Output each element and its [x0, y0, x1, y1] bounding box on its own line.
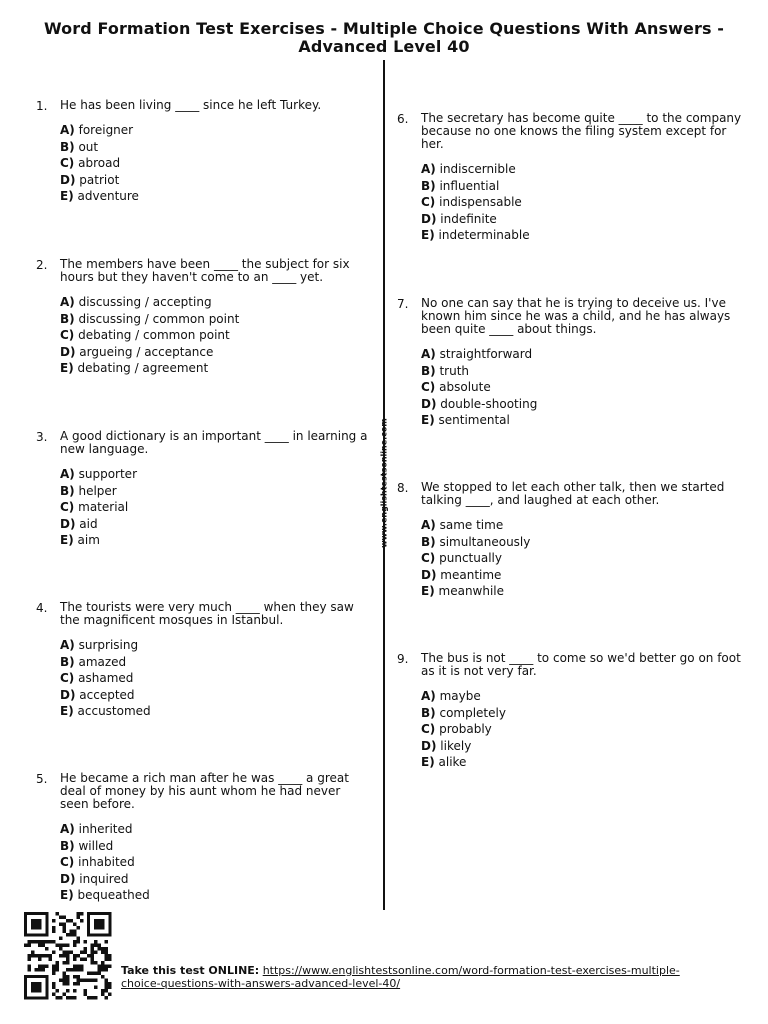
question-5	[36, 772, 372, 904]
option-text: aid	[79, 516, 98, 531]
option-letter: D)	[421, 738, 437, 753]
question-number: 2.	[36, 258, 48, 272]
option-text: surprising	[78, 638, 139, 652]
option-a[interactable]	[60, 466, 372, 483]
option-text: helper	[78, 483, 117, 498]
option-text: simultaneously	[439, 534, 531, 549]
question-text: The members have been ____ the subject for six hours but they haven't come to an ____ yet.	[60, 257, 354, 284]
option-text: alike	[438, 755, 467, 769]
option-d[interactable]	[60, 687, 372, 704]
option-a[interactable]	[60, 821, 372, 838]
option-letter: C)	[421, 722, 436, 736]
option-letter: C)	[60, 500, 75, 514]
option-a[interactable]	[421, 517, 743, 534]
option-letter: D)	[60, 687, 76, 702]
option-letter: B)	[60, 311, 75, 326]
option-c[interactable]	[60, 854, 372, 871]
option-letter: E)	[421, 228, 435, 242]
options-list	[421, 517, 743, 600]
option-text: likely	[440, 738, 472, 753]
question-4	[36, 601, 372, 720]
option-text: debating / common point	[78, 328, 230, 342]
option-letter: E)	[60, 704, 74, 718]
option-b[interactable]	[60, 139, 372, 156]
question-text: He became a rich man after he was ____ a great deal of money by his aunt whom he had never seen before.	[60, 771, 353, 811]
option-text: maybe	[439, 689, 481, 703]
option-letter: B)	[60, 654, 75, 669]
option-letter: D)	[60, 871, 76, 886]
option-text: abroad	[78, 156, 121, 170]
option-d[interactable]	[60, 871, 372, 888]
option-text: out	[78, 139, 99, 154]
option-letter: D)	[60, 172, 76, 187]
options-list	[60, 122, 372, 205]
option-e[interactable]	[421, 583, 743, 600]
option-text: ashamed	[78, 671, 134, 685]
qr-pattern	[24, 912, 114, 1000]
option-letter: E)	[60, 888, 74, 902]
option-letter: C)	[421, 380, 436, 394]
option-d[interactable]	[421, 567, 743, 584]
option-text: accustomed	[77, 704, 151, 718]
option-e[interactable]	[60, 703, 372, 720]
option-letter: B)	[60, 139, 75, 154]
option-d[interactable]	[60, 344, 372, 361]
option-text: aim	[77, 533, 100, 547]
option-c[interactable]	[421, 550, 743, 567]
option-letter: D)	[60, 516, 76, 531]
option-letter: B)	[60, 483, 75, 498]
option-text: absolute	[439, 380, 491, 394]
question-9	[397, 652, 743, 771]
option-letter: D)	[60, 344, 76, 359]
option-letter: E)	[60, 361, 74, 375]
option-text: straightforward	[439, 347, 533, 361]
option-b[interactable]	[60, 654, 372, 671]
option-text: inquired	[79, 871, 129, 886]
option-text: supporter	[78, 467, 137, 481]
question-number: 4.	[36, 601, 48, 615]
options-list	[421, 688, 743, 771]
option-b[interactable]	[60, 838, 372, 855]
option-text: indefinite	[440, 211, 497, 226]
option-letter: B)	[60, 838, 75, 853]
option-letter: B)	[421, 178, 436, 193]
option-a[interactable]	[421, 688, 743, 705]
option-d[interactable]	[421, 738, 743, 755]
option-c[interactable]	[60, 327, 372, 344]
option-c[interactable]	[421, 721, 743, 738]
option-letter: B)	[421, 363, 436, 378]
option-text: debating / agreement	[77, 361, 209, 375]
option-letter: C)	[60, 671, 75, 685]
option-b[interactable]	[421, 534, 743, 551]
options-list	[60, 466, 372, 549]
option-c[interactable]	[60, 155, 372, 172]
option-e[interactable]	[60, 188, 372, 205]
option-text: discussing / accepting	[78, 295, 212, 309]
option-letter: A)	[60, 822, 75, 836]
option-text: material	[78, 500, 129, 514]
option-letter: D)	[421, 211, 437, 226]
question-text: No one can say that he is trying to deceive us. I've known him since he was a child, and he has always been quite ____ about things.	[421, 296, 735, 336]
option-text: indispensable	[439, 195, 522, 209]
option-letter: A)	[421, 518, 436, 532]
footer	[121, 964, 681, 990]
option-text: indiscernible	[439, 162, 516, 176]
option-e[interactable]	[60, 887, 372, 904]
option-b[interactable]	[421, 178, 743, 195]
options-list	[421, 346, 743, 429]
option-c[interactable]	[60, 670, 372, 687]
option-d[interactable]	[421, 396, 743, 413]
option-text: accepted	[79, 687, 135, 702]
question-2	[36, 258, 372, 377]
option-text: argueing / acceptance	[79, 344, 214, 359]
options-list	[60, 637, 372, 720]
option-e[interactable]	[60, 360, 372, 377]
option-letter: D)	[421, 567, 437, 582]
qr-code-icon[interactable]	[24, 912, 114, 1000]
option-letter: A)	[60, 467, 75, 481]
option-text: influential	[439, 178, 500, 193]
side-url[interactable]: www.englishtestsonline.com	[379, 418, 389, 548]
option-c[interactable]	[60, 499, 372, 516]
option-text: completely	[439, 705, 506, 720]
question-number: 7.	[397, 297, 409, 311]
option-letter: D)	[421, 396, 437, 411]
option-b[interactable]	[60, 311, 372, 328]
question-number: 1.	[36, 99, 48, 113]
option-letter: E)	[421, 584, 435, 598]
question-number: 8.	[397, 481, 409, 495]
option-b[interactable]	[421, 705, 743, 722]
option-letter: A)	[421, 162, 436, 176]
option-a[interactable]	[421, 161, 743, 178]
option-letter: A)	[60, 295, 75, 309]
question-text: A good dictionary is an important ____ in learning a new language.	[60, 429, 372, 456]
option-letter: E)	[60, 189, 74, 203]
footer-link[interactable]: https://www.englishtestsonline.com/word-formation-test-exercises-multiple-choice-questions-with-answers-advanced-level-40/	[121, 964, 680, 990]
option-d[interactable]	[60, 516, 372, 533]
option-letter: A)	[60, 638, 75, 652]
option-letter: B)	[421, 534, 436, 549]
option-text: meantime	[440, 567, 502, 582]
option-c[interactable]	[421, 194, 743, 211]
question-number: 6.	[397, 112, 409, 126]
option-a[interactable]	[421, 346, 743, 363]
option-text: truth	[439, 363, 470, 378]
question-3	[36, 430, 372, 549]
option-letter: E)	[421, 755, 435, 769]
option-text: punctually	[439, 551, 502, 565]
option-a[interactable]	[60, 637, 372, 654]
question-1	[36, 99, 372, 205]
options-list	[60, 821, 372, 904]
option-d[interactable]	[60, 172, 372, 189]
question-text: He has been living ____ since he left Turkey.	[60, 98, 322, 112]
option-letter: C)	[60, 156, 75, 170]
question-number: 3.	[36, 430, 48, 444]
option-letter: B)	[421, 705, 436, 720]
question-number: 9.	[397, 652, 409, 666]
question-text: We stopped to let each other talk, then we started talking ____, and laughed at each other.	[421, 480, 729, 507]
option-e[interactable]	[421, 412, 743, 429]
option-letter: A)	[421, 689, 436, 703]
option-c[interactable]	[421, 379, 743, 396]
option-letter: C)	[60, 855, 75, 869]
option-e[interactable]	[421, 227, 743, 244]
page-title: Word Formation Test Exercises - Multiple Choice Questions With Answers - Advanced Level 40	[43, 19, 724, 56]
option-text: inherited	[78, 822, 133, 836]
option-d[interactable]	[421, 211, 743, 228]
question-6	[397, 112, 743, 244]
option-text: double-shooting	[440, 396, 538, 411]
option-e[interactable]	[421, 754, 743, 771]
option-letter: C)	[421, 551, 436, 565]
option-text: amazed	[78, 654, 127, 669]
option-text: inhabited	[78, 855, 135, 869]
question-text: The bus is not ____ to come so we'd better go on foot as it is not very far.	[421, 651, 745, 678]
option-a[interactable]	[60, 294, 372, 311]
question-8	[397, 481, 743, 600]
option-text: bequeathed	[77, 888, 150, 902]
option-text: willed	[78, 838, 114, 853]
question-text: The tourists were very much ____ when they saw the magnificent mosques in Istanbul.	[60, 600, 358, 627]
option-text: discussing / common point	[78, 311, 240, 326]
option-text: patriot	[79, 172, 120, 187]
footer-label: Take this test ONLINE:	[121, 964, 260, 977]
option-text: indeterminable	[438, 228, 530, 242]
option-letter: E)	[60, 533, 74, 547]
option-letter: E)	[421, 413, 435, 427]
options-list	[421, 161, 743, 244]
option-text: same time	[439, 518, 504, 532]
option-letter: C)	[421, 195, 436, 209]
question-number: 5.	[36, 772, 48, 786]
option-b[interactable]	[60, 483, 372, 500]
option-e[interactable]	[60, 532, 372, 549]
option-text: meanwhile	[438, 584, 505, 598]
option-text: foreigner	[78, 123, 134, 137]
option-letter: A)	[60, 123, 75, 137]
option-text: probably	[439, 722, 492, 736]
option-text: adventure	[77, 189, 139, 203]
question-7	[397, 297, 743, 429]
option-b[interactable]	[421, 363, 743, 380]
option-letter: A)	[421, 347, 436, 361]
option-a[interactable]	[60, 122, 372, 139]
options-list	[60, 294, 372, 377]
option-text: sentimental	[438, 413, 510, 427]
option-letter: C)	[60, 328, 75, 342]
question-text: The secretary has become quite ____ to the company because no one knows the filing system except for her.	[421, 111, 745, 151]
